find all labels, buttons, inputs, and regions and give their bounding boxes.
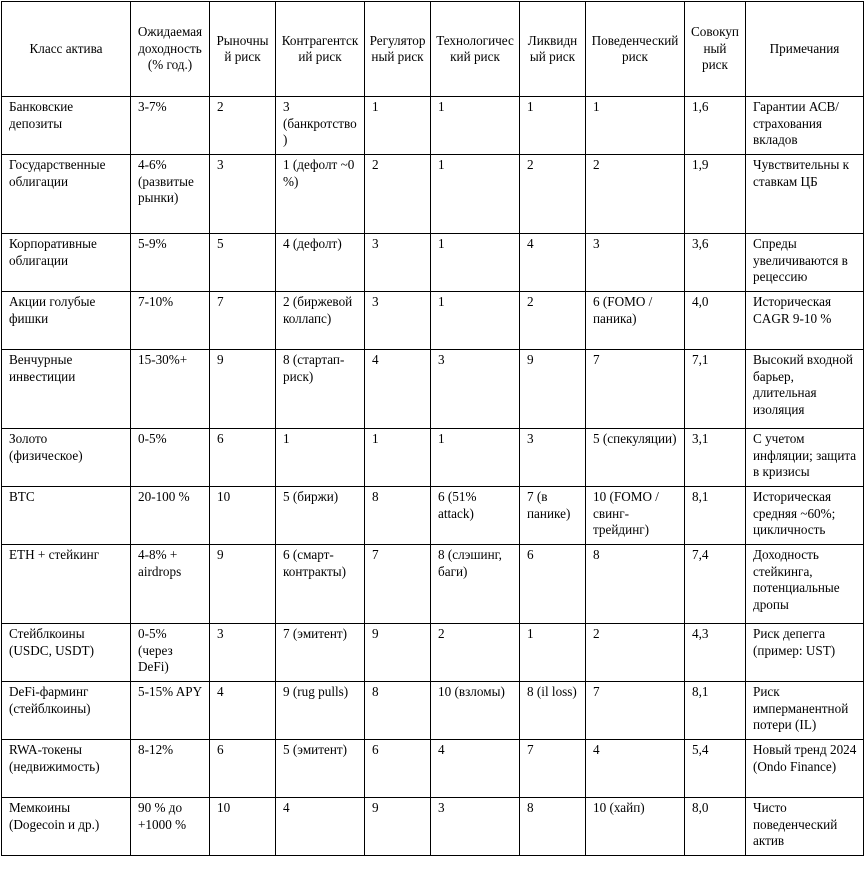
table-cell: С учетом инфляции; защита в кризисы bbox=[746, 429, 864, 487]
table-cell: 1 bbox=[431, 429, 520, 487]
table-cell: 4-6% (развитые рынки) bbox=[131, 155, 210, 234]
table-cell: 5 (биржи) bbox=[276, 487, 365, 545]
table-cell: 3 bbox=[520, 429, 586, 487]
table-cell: 1 (дефолт ~0 %) bbox=[276, 155, 365, 234]
table-cell: 10 bbox=[210, 798, 276, 856]
table-row bbox=[2, 97, 864, 155]
table-cell: 2 bbox=[365, 155, 431, 234]
table-cell: 7 bbox=[520, 740, 586, 798]
table-cell: 20-100 % bbox=[131, 487, 210, 545]
table-cell: 1,6 bbox=[685, 97, 746, 155]
table-cell: 7 bbox=[586, 682, 685, 740]
risk-comparison-table bbox=[1, 1, 864, 856]
table-cell: 8,0 bbox=[685, 798, 746, 856]
table-row bbox=[2, 429, 864, 487]
table-cell: 4 bbox=[431, 740, 520, 798]
table-cell: Спреды увеличиваются в рецессию bbox=[746, 234, 864, 292]
table-cell: 8 (il loss) bbox=[520, 682, 586, 740]
table-cell: Корпоративные облигации bbox=[2, 234, 131, 292]
table-cell: 6 (смарт-контракты) bbox=[276, 545, 365, 624]
table-row bbox=[2, 682, 864, 740]
table-cell: Доходность стейкинга, потенциальные дропы bbox=[746, 545, 864, 624]
table-cell: 1 bbox=[276, 429, 365, 487]
table-cell: 9 (rug pulls) bbox=[276, 682, 365, 740]
table-cell: 7 (в панике) bbox=[520, 487, 586, 545]
table-cell: 5 (эмитент) bbox=[276, 740, 365, 798]
table-cell: 1 bbox=[431, 155, 520, 234]
table-cell: 3 bbox=[365, 234, 431, 292]
table-row bbox=[2, 292, 864, 350]
table-cell: 8 bbox=[365, 487, 431, 545]
table-cell: ETH + стейкинг bbox=[2, 545, 131, 624]
column-header: Совокупный риск bbox=[685, 2, 746, 97]
column-header: Регуляторный риск bbox=[365, 2, 431, 97]
table-cell: 6 bbox=[210, 740, 276, 798]
table-cell: 7 (эмитент) bbox=[276, 624, 365, 682]
table-cell: 6 bbox=[520, 545, 586, 624]
table-cell: 8,1 bbox=[685, 682, 746, 740]
table-cell: 1 bbox=[431, 97, 520, 155]
table-cell: 7 bbox=[586, 350, 685, 429]
table-cell: 10 bbox=[210, 487, 276, 545]
table-cell: RWA-токены (недвижимость) bbox=[2, 740, 131, 798]
table-row bbox=[2, 350, 864, 429]
table-cell: 6 bbox=[365, 740, 431, 798]
table-row bbox=[2, 740, 864, 798]
table-cell: Историческая CAGR 9-10 % bbox=[746, 292, 864, 350]
table-cell: 5,4 bbox=[685, 740, 746, 798]
table-cell: 8-12% bbox=[131, 740, 210, 798]
table-cell: 2 (биржевой коллапс) bbox=[276, 292, 365, 350]
column-header: Контрагентский риск bbox=[276, 2, 365, 97]
table-cell: 8 bbox=[365, 682, 431, 740]
table-cell: 6 bbox=[210, 429, 276, 487]
table-cell: 1 bbox=[431, 234, 520, 292]
table-cell: 1 bbox=[520, 97, 586, 155]
column-header: Примечания bbox=[746, 2, 864, 97]
table-cell: 2 bbox=[431, 624, 520, 682]
table-cell: 1 bbox=[431, 292, 520, 350]
table-cell: 1 bbox=[365, 97, 431, 155]
table-cell: 4,0 bbox=[685, 292, 746, 350]
table-cell: Историческая средняя ~60%; цикличность bbox=[746, 487, 864, 545]
table-cell: 3 bbox=[586, 234, 685, 292]
table-cell: 15-30%+ bbox=[131, 350, 210, 429]
table-cell: 1 bbox=[586, 97, 685, 155]
table-cell: 3-7% bbox=[131, 97, 210, 155]
table-cell: 3 bbox=[431, 798, 520, 856]
table-cell: 2 bbox=[586, 155, 685, 234]
table-cell: Чувствительны к ставкам ЦБ bbox=[746, 155, 864, 234]
table-cell: 4 bbox=[520, 234, 586, 292]
table-cell: Гарантии АСВ/страхования вкладов bbox=[746, 97, 864, 155]
table-cell: 10 (хайп) bbox=[586, 798, 685, 856]
table-cell: 4-8% + airdrops bbox=[131, 545, 210, 624]
table-cell: Высокий входной барьер, длительная изоляция bbox=[746, 350, 864, 429]
table-cell: 9 bbox=[520, 350, 586, 429]
table-cell: 90 % до +1000 % bbox=[131, 798, 210, 856]
table-cell: 10 (FOMO /свинг-трейдинг) bbox=[586, 487, 685, 545]
column-header: Поведенческий риск bbox=[586, 2, 685, 97]
table-cell: 4,3 bbox=[685, 624, 746, 682]
table-cell: 9 bbox=[210, 545, 276, 624]
table-cell: 2 bbox=[520, 292, 586, 350]
table-cell: BTC bbox=[2, 487, 131, 545]
table-cell: DeFi-фарминг (стейблкоины) bbox=[2, 682, 131, 740]
table-cell: Риск имперманентной потери (IL) bbox=[746, 682, 864, 740]
table-cell: 6 (FOMO / паника) bbox=[586, 292, 685, 350]
table-cell: 5 (спекуляции) bbox=[586, 429, 685, 487]
table-cell: 8,1 bbox=[685, 487, 746, 545]
table-cell: 9 bbox=[365, 798, 431, 856]
table-cell: 3 bbox=[365, 292, 431, 350]
table-cell: 7 bbox=[210, 292, 276, 350]
column-header: Ликвидный риск bbox=[520, 2, 586, 97]
table-cell: 9 bbox=[210, 350, 276, 429]
table-cell: 5-15% APY bbox=[131, 682, 210, 740]
table-row bbox=[2, 234, 864, 292]
table-cell: 5 bbox=[210, 234, 276, 292]
table-cell: 4 bbox=[586, 740, 685, 798]
column-header: Рыночный риск bbox=[210, 2, 276, 97]
table-row bbox=[2, 798, 864, 856]
table-cell: 4 bbox=[210, 682, 276, 740]
table-cell: Новый тренд 2024 (Ondo Finance) bbox=[746, 740, 864, 798]
table-cell: Риск депегга (пример: UST) bbox=[746, 624, 864, 682]
table-cell: 2 bbox=[520, 155, 586, 234]
table-row bbox=[2, 624, 864, 682]
table-cell: Акции голубые фишки bbox=[2, 292, 131, 350]
table-cell: 2 bbox=[210, 97, 276, 155]
table-cell: 1 bbox=[520, 624, 586, 682]
table-cell: 8 (слэшинг, баги) bbox=[431, 545, 520, 624]
table-cell: 8 (стартап-риск) bbox=[276, 350, 365, 429]
table-cell: Золото (физическое) bbox=[2, 429, 131, 487]
table-cell: 4 bbox=[276, 798, 365, 856]
table-cell: 7 bbox=[365, 545, 431, 624]
column-header: Технологический риск bbox=[431, 2, 520, 97]
table-cell: Мемкоины (Dogecoin и др.) bbox=[2, 798, 131, 856]
table-row bbox=[2, 487, 864, 545]
table-cell: Банковские депозиты bbox=[2, 97, 131, 155]
table-cell: 1 bbox=[365, 429, 431, 487]
table-cell: 7,4 bbox=[685, 545, 746, 624]
table-cell: 7-10% bbox=[131, 292, 210, 350]
table-cell: 6 (51% attack) bbox=[431, 487, 520, 545]
table-cell: 4 bbox=[365, 350, 431, 429]
table-cell: Стейблкоины (USDC, USDT) bbox=[2, 624, 131, 682]
table-cell: 2 bbox=[586, 624, 685, 682]
table-cell: 7,1 bbox=[685, 350, 746, 429]
column-header: Ожидаемая доходность (% год.) bbox=[131, 2, 210, 97]
table-cell: Венчурные инвестиции bbox=[2, 350, 131, 429]
table-cell: Государственные облигации bbox=[2, 155, 131, 234]
table-cell: 1,9 bbox=[685, 155, 746, 234]
table-row bbox=[2, 155, 864, 234]
table-cell: 0-5% bbox=[131, 429, 210, 487]
table-cell: 9 bbox=[365, 624, 431, 682]
table-header-row bbox=[2, 2, 864, 97]
column-header: Класс актива bbox=[2, 2, 131, 97]
table-cell: 3 bbox=[431, 350, 520, 429]
table-cell: 0-5% (через DeFi) bbox=[131, 624, 210, 682]
table-cell: 3 (банкротство) bbox=[276, 97, 365, 155]
table-cell: 8 bbox=[520, 798, 586, 856]
table-cell: 3 bbox=[210, 624, 276, 682]
table-cell: 8 bbox=[586, 545, 685, 624]
table-cell: Чисто поведенческий актив bbox=[746, 798, 864, 856]
table-cell: 5-9% bbox=[131, 234, 210, 292]
table-cell: 3,1 bbox=[685, 429, 746, 487]
table-cell: 3,6 bbox=[685, 234, 746, 292]
table-row bbox=[2, 545, 864, 624]
table-cell: 3 bbox=[210, 155, 276, 234]
table-cell: 10 (взломы) bbox=[431, 682, 520, 740]
table-cell: 4 (дефолт) bbox=[276, 234, 365, 292]
